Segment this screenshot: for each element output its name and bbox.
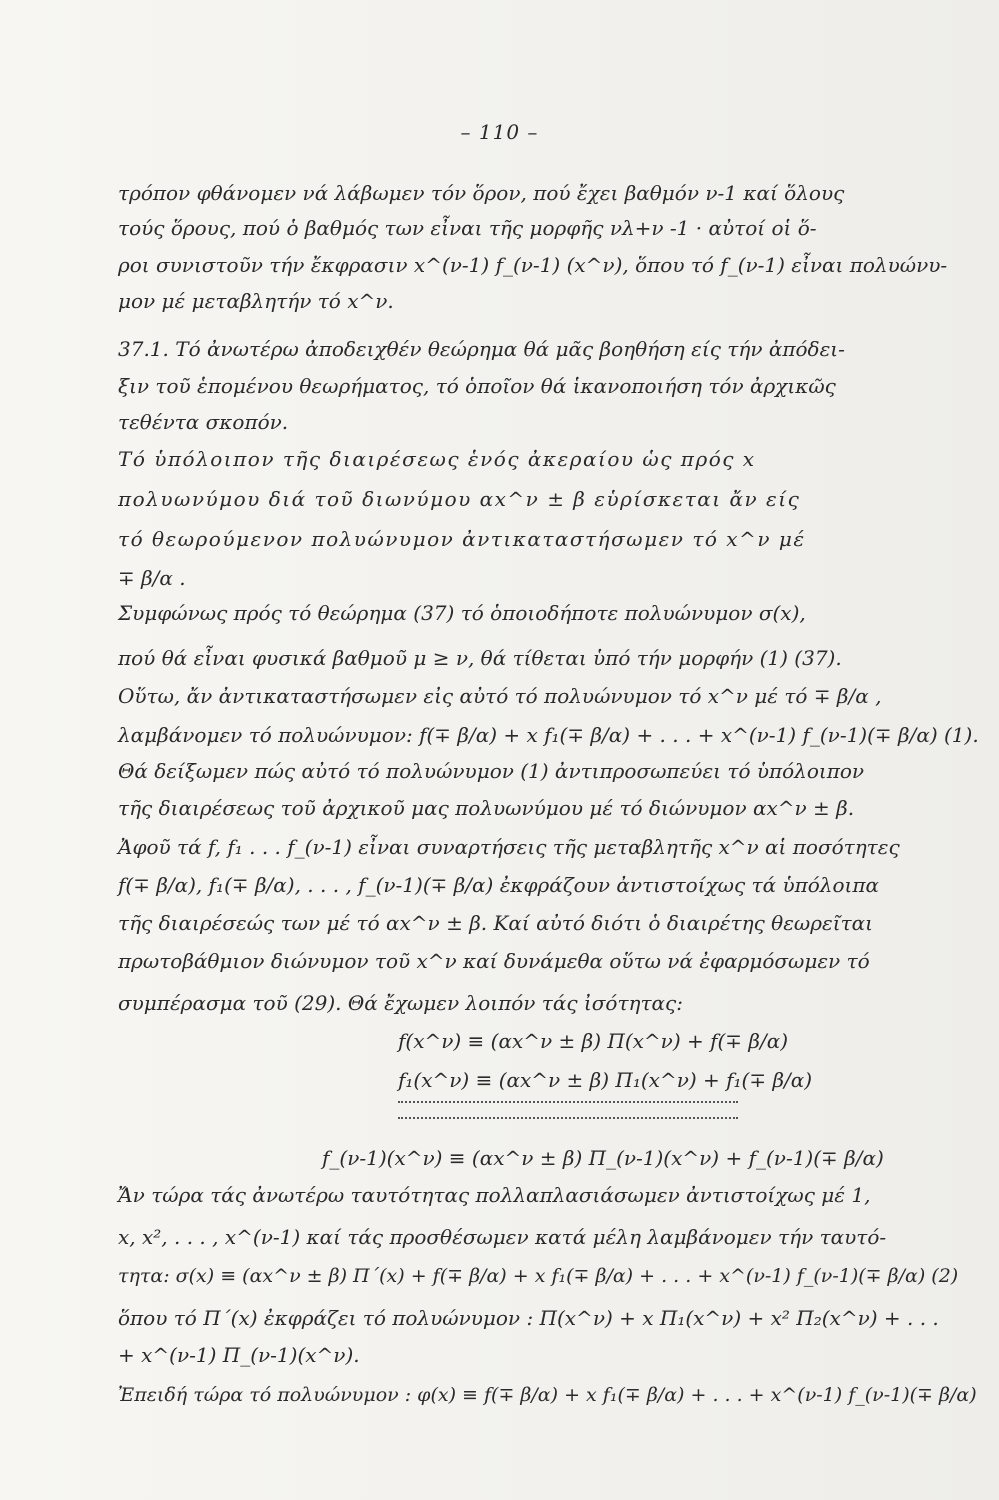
formula-line: Ἐπειδή τώρα τό πολυώνυμον : φ(x) ≡ f(∓ β/α) + x f₁(∓ β/α) + . . . + x^(ν-1) f_(ν-1)(∓ β/α): [118, 1384, 977, 1406]
text-line: Ἀφοῦ τά f, f₁ . . . f_(ν-1) εἶναι συναρτήσεις τῆς μεταβλητῆς x^ν αἱ ποσότητες: [118, 835, 900, 859]
text-line: συμπέρασμα τοῦ (29). Θά ἔχωμεν λοιπόν τάς ἰσότητας:: [118, 991, 683, 1015]
page-number: – 110 –: [460, 120, 539, 144]
text-line: τρόπον φθάνομεν νά λάβωμεν τόν ὅρον, πού ἔχει βαθμόν ν-1 καί ὅλους: [118, 181, 845, 205]
text-line: Συμφώνως πρός τό θεώρημα (37) τό ὁποιοδήποτε πολυώνυμον σ(x),: [118, 601, 806, 625]
text-line: ροι συνιστοῦν τήν ἔκφρασιν x^(ν-1) f_(ν-1) (x^ν), ὅπου τό f_(ν-1) εἶναι πολυώνυ-: [118, 253, 948, 277]
formula-line: τητα: σ(x) ≡ (αx^ν ± β) Π΄(x) + f(∓ β/α) + x f₁(∓ β/α) + . . . + x^(ν-1) f_(ν-1)(∓ β/α) (2): [118, 1265, 959, 1287]
identity-equation: f(x^ν) ≡ (αx^ν ± β) Π(x^ν) + f(∓ β/α): [398, 1029, 789, 1053]
text-line: μον μέ μεταβλητήν τό x^ν.: [118, 289, 394, 313]
theorem-line: τό θεωρούμενον πολυώνυμον ἀντικαταστήσωμεν τό x^ν μέ: [118, 527, 806, 551]
theorem-line: πολυωνύμου διά τοῦ διωνύμου αx^ν ± β εὑρίσκεται ἄν είς: [118, 487, 801, 511]
theorem-line: Τό ὑπόλοιπον τῆς διαιρέσεως ἑνός ἀκεραίου ὡς πρός x: [118, 447, 756, 471]
text-line: πρωτοβάθμιον διώνυμον τοῦ x^ν καί δυνάμεθα οὕτω νά ἐφαρμόσωμεν τό: [118, 949, 870, 973]
text-line: τούς ὅρους, πού ὁ βαθμός των εἶναι τῆς μορφῆς νλ+ν -1 · αὐτοί οἱ ὅ-: [118, 216, 817, 240]
section-line: 37.1. Τό ἀνωτέρω ἀποδειχθέν θεώρημα θά μᾶς βοηθήση είς τήν ἀπόδει-: [118, 337, 845, 361]
ellipsis-rows: [398, 1101, 738, 1119]
identity-equation: f₁(x^ν) ≡ (αx^ν ± β) Π₁(x^ν) + f₁(∓ β/α): [398, 1068, 813, 1092]
text-line: τῆς διαιρέσεώς των μέ τό αx^ν ± β. Καί αὐτό διότι ὁ διαιρέτης θεωρεῖται: [118, 911, 873, 935]
text-line: + x^(ν-1) Π_(ν-1)(x^ν).: [118, 1343, 360, 1367]
text-line: ξιν τοῦ ἑπομένου θεωρήματος, τό ὁποῖον θά ἱκανοποιήση τόν ἀρχικῶς: [118, 374, 836, 398]
text-line: ὅπου τό Π΄(x) ἐκφράζει τό πολυώνυμον : Π(x^ν) + x Π₁(x^ν) + x² Π₂(x^ν) + . . .: [118, 1306, 939, 1330]
text-line: x, x², . . . , x^(ν-1) καί τάς προσθέσωμεν κατά μέλη λαμβάνομεν τήν ταυτό-: [118, 1225, 887, 1249]
text-line: τεθέντα σκοπόν.: [118, 410, 289, 434]
text-line: Ἄν τώρα τάς ἀνωτέρω ταυτότητας πολλαπλασιάσωμεν ἀντιστοίχως μέ 1,: [118, 1183, 871, 1207]
text-line: Οὕτω, ἄν ἀντικαταστήσωμεν εἰς αὐτό τό πολυώνυμον τό x^ν μέ τό ∓ β/α ,: [118, 684, 882, 708]
theorem-line: ∓ β/α .: [118, 566, 186, 590]
text-line: Θά δείξωμεν πώς αὐτό τό πολυώνυμον (1) ἀντιπροσωπεύει τό ὑπόλοιπον: [118, 759, 865, 783]
identity-equation: f_(ν-1)(x^ν) ≡ (αx^ν ± β) Π_(ν-1)(x^ν) + f_(ν-1)(∓ β/α): [322, 1146, 884, 1170]
formula-line: f(∓ β/α), f₁(∓ β/α), . . . , f_(ν-1)(∓ β/α) ἐκφράζουν ἀντιστοίχως τά ὑπόλοιπα: [118, 873, 880, 897]
formula-line: λαμβάνομεν τό πολυώνυμον: f(∓ β/α) + x f₁(∓ β/α) + . . . + x^(ν-1) f_(ν-1)(∓ β/α) (1).: [118, 723, 979, 747]
text-line: τῆς διαιρέσεως τοῦ ἀρχικοῦ μας πολυωνύμου μέ τό διώνυμον αx^ν ± β.: [118, 796, 855, 820]
text-line: πού θά εἶναι φυσικά βαθμοῦ μ ≥ ν, θά τίθεται ὑπό τήν μορφήν (1) (37).: [118, 646, 842, 670]
